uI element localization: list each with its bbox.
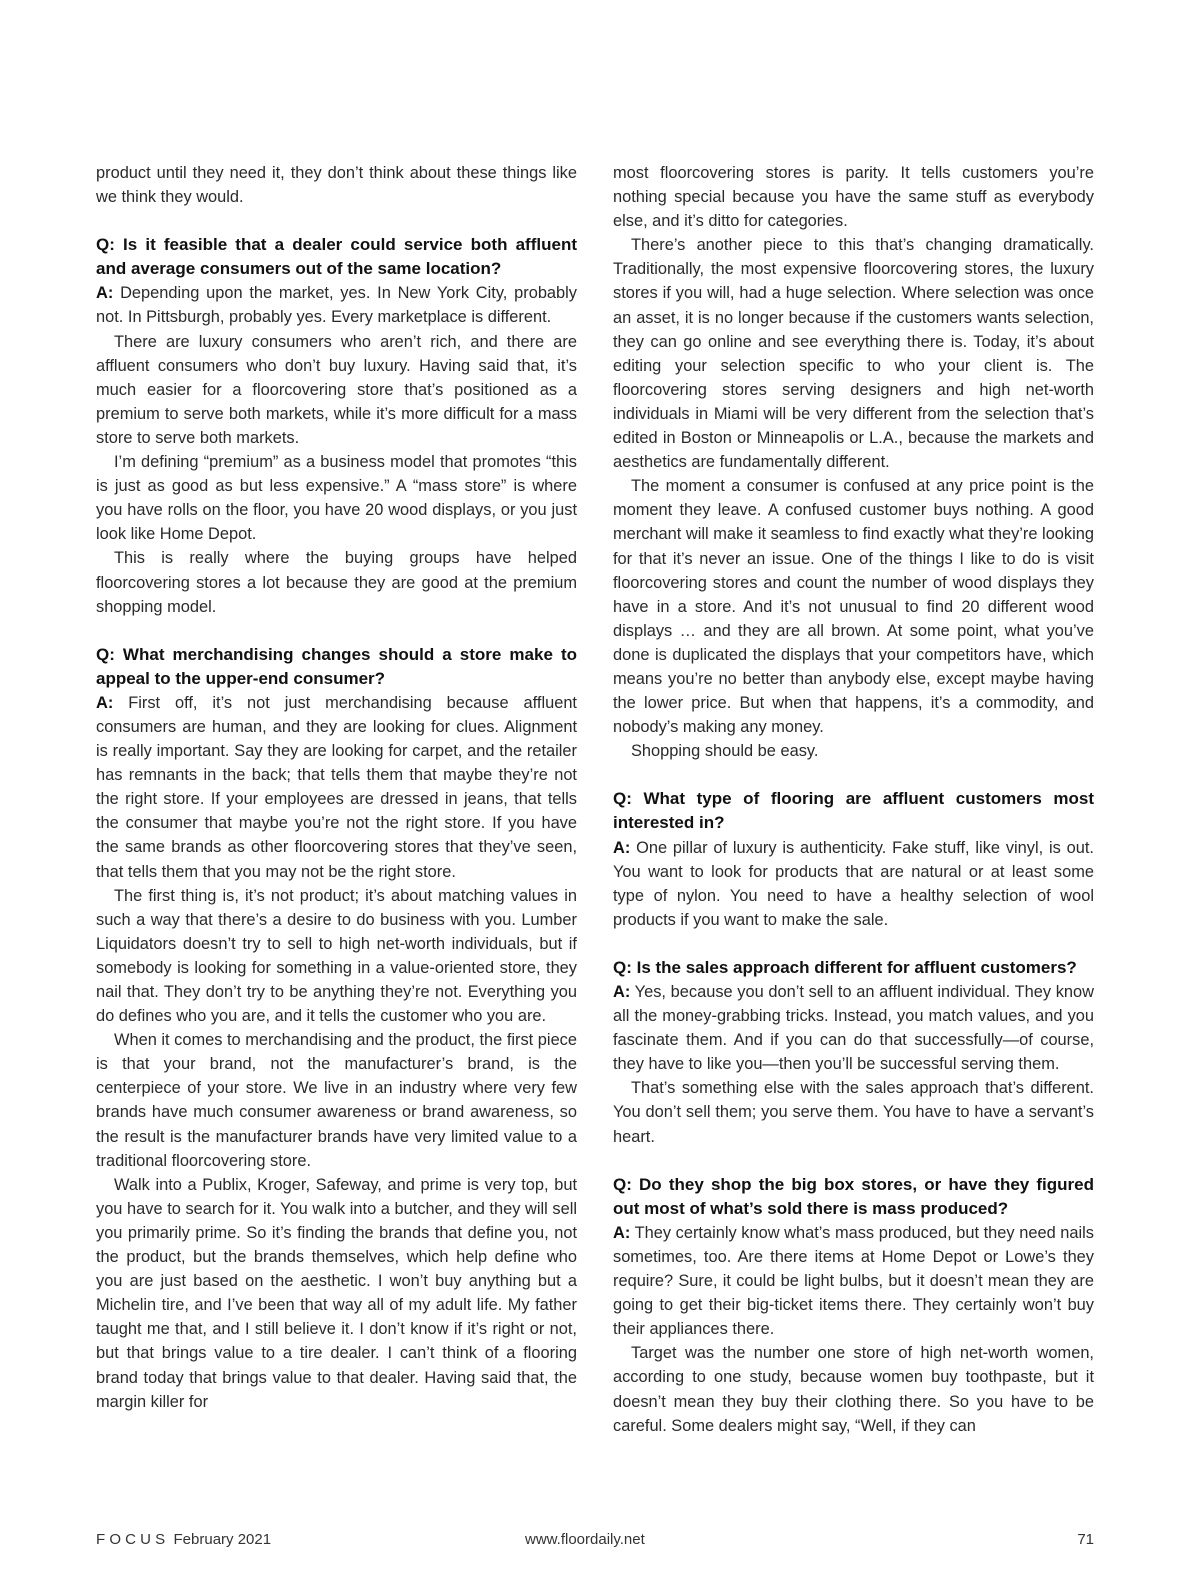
paragraph: most floorcovering stores is parity. It tells customers you’re nothing special because you have the same stuff as everybody else, and it’s ditto for categories. (613, 164, 1094, 231)
paragraph: Walk into a Publix, Kroger, Safeway, and prime is very top, but you have to search for it. You walk into a butcher, and they will sell you primarily prime. So it’s finding the brands that define you, not the product, but the brands themselves, which help define who you are just based on the aesthetic. I won’t buy anything but a Michelin tire, and I’ve been that way all of my adult life. My father taught me that, and I still believe it. I don’t know if it’s right or not, but that brings value to a tire dealer. I can’t think of a flooring brand today that brings value to that dealer. Having said that, the margin killer for (96, 1175, 577, 1411)
footer-website-link[interactable]: www.floordaily.net (525, 1531, 645, 1548)
answer-label: A: (96, 284, 114, 303)
answer-text: Depending upon the market, yes. In New York City, probably not. In Pittsburgh, probably yes. Every marketplace is different. (96, 284, 577, 327)
answer-paragraph (613, 1221, 1094, 1341)
answer-text: One pillar of luxury is authenticity. Fake stuff, like vinyl, is out. You want to look for products that are natural or at least some type of nylon. You need to have a healthy selection of wool products if you want to make the sale. (613, 838, 1094, 929)
page-footer (96, 1531, 1094, 1553)
left-column (96, 161, 577, 1414)
paragraph: Shopping should be easy. (631, 742, 819, 761)
paragraph: That’s something else with the sales approach that’s different. You don’t sell them; you serve them. You have to have a servant’s heart. (613, 1079, 1094, 1146)
page-number: 71 (1077, 1531, 1094, 1548)
answer-paragraph (613, 836, 1094, 932)
question-heading: Q: Is it feasible that a dealer could service both affluent and average consumers out of the same location? (96, 235, 577, 279)
paragraph: The moment a consumer is confused at any price point is the moment they leave. A confused customer buys nothing. A good merchant will make it seamless to find exactly what they’re looking for that it’s never an issue. One of the things I like to do is visit floorcovering stores and count the number of wood displays they have in a store. And it’s not unusual to find 20 different wood displays … and they are all brown. At some point, what you’ve done is duplicated the displays that your competitors have, which means you’re no better than anybody else, except maybe having the lower price. But when that happens, it’s a commodity, and nobody’s making any money. (613, 477, 1094, 737)
question-heading: Q: Do they shop the big box stores, or have they figured out most of what’s sold there is mass produced? (613, 1174, 1094, 1218)
answer-paragraph (96, 281, 577, 329)
paragraph: There are luxury consumers who aren’t rich, and there are affluent consumers who don’t buy luxury. Having said that, it’s much easier for a floorcovering store that’s positioned as a premium to serve both markets, while it’s more difficult for a mass store to serve both markets. (96, 332, 577, 447)
answer-text: Yes, because you don’t sell to an affluent individual. They know all the money-grabbing tricks. Instead, you match values, and you fascinate them. And if you can do that successfully—of course, they have to like you—then you’ll be successful serving them. (613, 983, 1094, 1074)
answer-label: A: (96, 693, 114, 712)
answer-label: A: (613, 983, 631, 1001)
paragraph: The first thing is, it’s not product; it’s about matching values in such a way that there’s a desire to do business with you. Lumber Liquidators doesn’t try to sell to high net-worth individuals, but if somebody is looking for something in a value-oriented store, they nail that. They don’t try to be anything they’re not. Everything you do defines who you are, and it tells the customer who you are. (96, 886, 577, 1026)
answer-paragraph (613, 980, 1094, 1076)
answer-label: A: (613, 1223, 631, 1242)
right-column (613, 161, 1094, 1438)
footer-publication: F O C U S February 2021 (96, 1531, 272, 1548)
paragraph: When it comes to merchandising and the product, the first piece is that your brand, not the manufacturer’s brand, is the centerpiece of your store. We live in an industry where very few brands have much consumer awareness or brand awareness, so the result is the manufacturer brands have very limited value to a traditional floorcovering store. (96, 1031, 577, 1170)
paragraph: I’m defining “premium” as a business model that promotes “this is just as good as but less expensive.” A “mass store” is where you have rolls on the floor, you have 20 wood displays, or you just look like Home Depot. (96, 453, 577, 544)
paragraph: Target was the number one store of high net-worth women, according to one study, because women buy toothpaste, but it doesn’t mean they buy their clothing there. So you have to be careful. Some dealers might say, “Well, if they can (613, 1344, 1094, 1435)
paragraph: There’s another piece to this that’s changing dramatically. Traditionally, the most expensive floorcovering stores, the luxury stores if you will, had a huge selection. Where selection was once an asset, it is no longer because if the customers wants selection, they can go online and see everything there is. Today, it’s about editing your selection specific to who your client is. The floorcovering stores serving designers and high net-worth individuals in Miami will be very different from the selection that’s edited in Boston or Minneapolis or L.A., because the markets and aesthetics are fundamentally different. (613, 236, 1094, 472)
answer-text: First off, it’s not just merchandising because affluent consumers are human, and they are looking for clues. Alignment is really important. Say they are looking for carpet, and the retailer has remnants in the back; that tells them that maybe they’re not the right store. If your employees are dressed in jeans, that tells the consumer that maybe you’re not the right store. If you have the same brands as other floorcovering stores that they’ve seen, that tells them that you may not be the right store. (96, 693, 577, 881)
answer-label: A: (613, 838, 631, 857)
paragraph: This is really where the buying groups have helped floorcovering stores a lot because they are good at the premium shopping model. (96, 549, 577, 616)
paragraph: product until they need it, they don’t think about these things like we think they would. (96, 164, 577, 207)
question-heading: Q: What merchandising changes should a store make to appeal to the upper-end consumer? (96, 644, 577, 688)
question-heading: Q: Is the sales approach different for affluent customers? (613, 957, 1077, 977)
answer-text: They certainly know what’s mass produced, but they need nails sometimes, too. Are there items at Home Depot or Lowe’s they require? Sure, it could be light bulbs, but it doesn’t mean they are going to get their big-ticket items there. They certainly won’t buy their appliances there. (613, 1223, 1094, 1339)
answer-paragraph (96, 691, 577, 884)
question-heading: Q: What type of flooring are affluent customers most interested in? (613, 789, 1094, 833)
